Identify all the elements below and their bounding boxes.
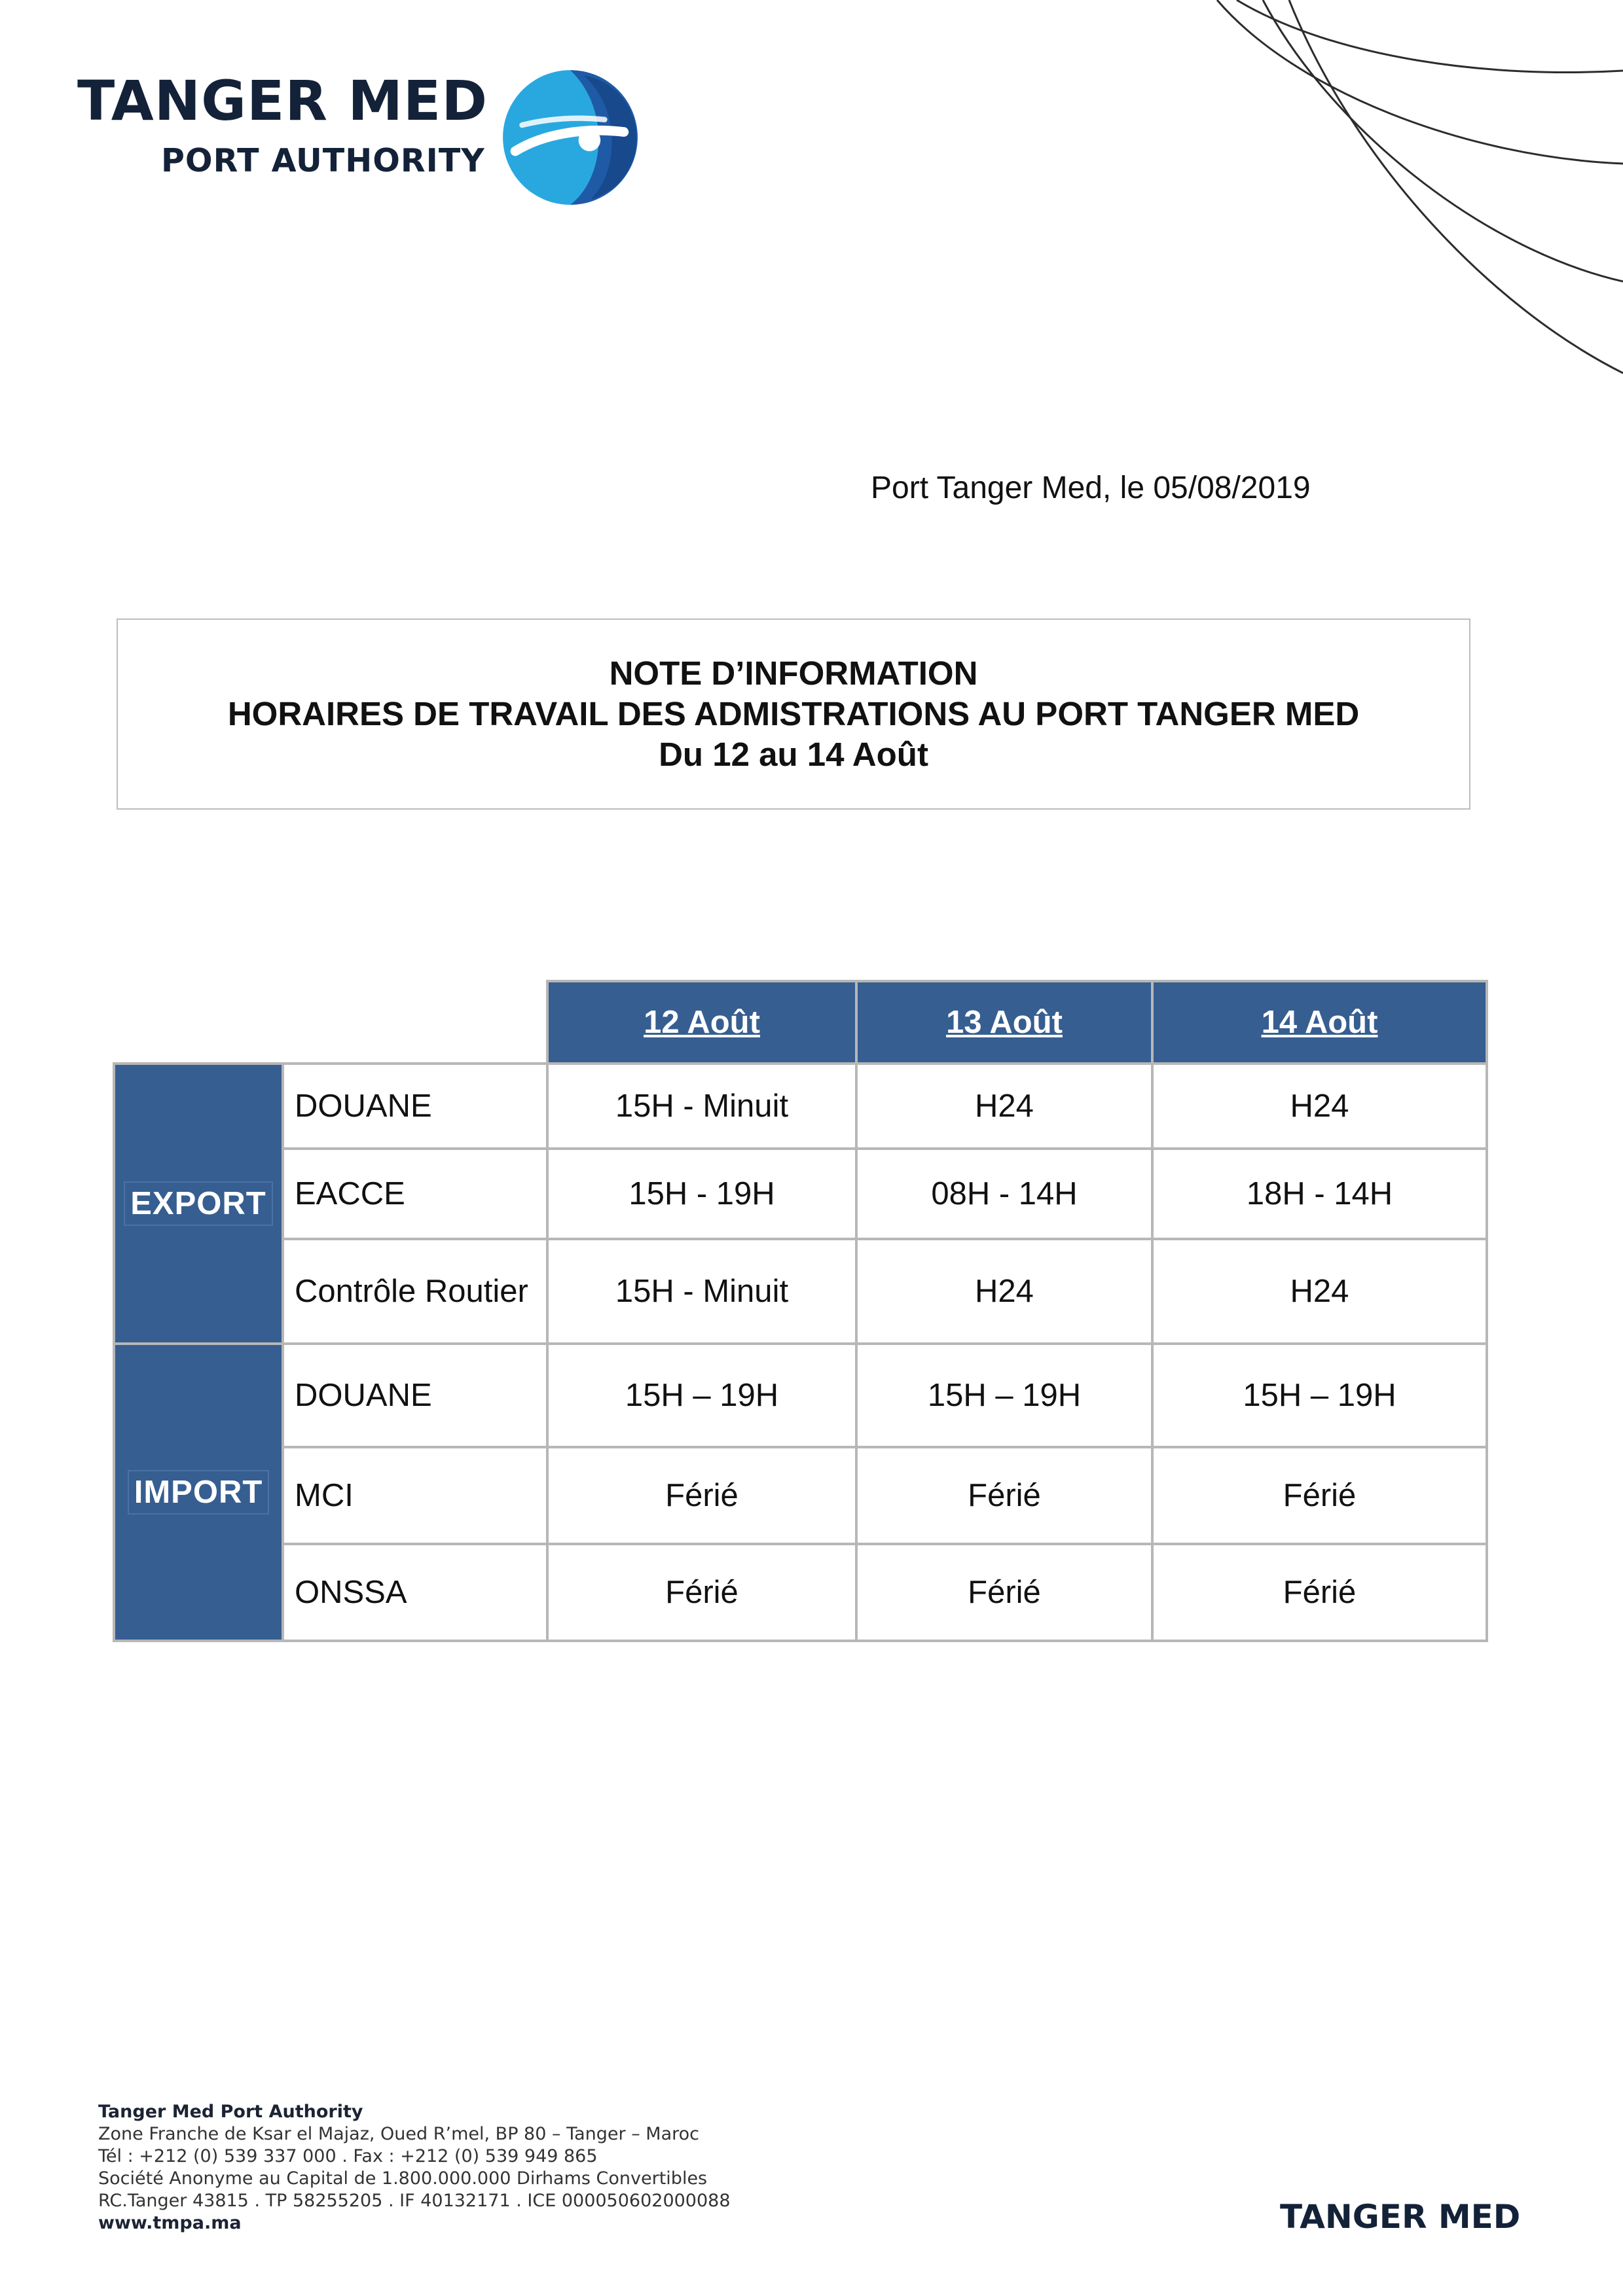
hours-cell: Férié xyxy=(856,1544,1152,1641)
table-row xyxy=(114,1239,1487,1344)
hours-cell: 15H - 19H xyxy=(547,1149,856,1239)
day-header: 14 Août xyxy=(1152,981,1487,1064)
hours-cell: Férié xyxy=(856,1447,1152,1544)
table-row xyxy=(114,1344,1487,1447)
footer-company-name: Tanger Med Port Authority xyxy=(98,2102,363,2122)
table-row xyxy=(114,1064,1487,1149)
note-subject: HORAIRES DE TRAVAIL DES ADMISTRATIONS AU PORT TANGER MED xyxy=(227,695,1360,732)
tanger-med-globe-icon xyxy=(501,69,639,206)
service-cell: DOUANE xyxy=(283,1344,547,1447)
footer-address: Zone Franche de Ksar el Majaz, Oued R’mel, BP 80 – Tanger – Maroc xyxy=(98,2124,699,2144)
schedule-table xyxy=(113,980,1488,1642)
service-cell: ONSSA xyxy=(283,1544,547,1641)
hours-cell: 15H – 19H xyxy=(856,1344,1152,1447)
service-cell: DOUANE xyxy=(283,1064,547,1149)
table-header-row xyxy=(114,981,1487,1064)
document-date: Port Tanger Med, le 05/08/2019 xyxy=(871,471,1311,505)
hours-cell: Férié xyxy=(547,1447,856,1544)
hours-cell: 15H - Minuit xyxy=(547,1239,856,1344)
footer-phone: Tél : +212 (0) 539 337 000 . Fax : +212 (0) 539 949 865 xyxy=(98,2146,598,2166)
note-title-box xyxy=(117,619,1470,810)
hours-cell: H24 xyxy=(856,1239,1152,1344)
hours-cell: H24 xyxy=(856,1064,1152,1149)
group-label-cell xyxy=(114,1064,283,1344)
footer-contact xyxy=(98,2101,731,2234)
note-period: Du 12 au 14 Août xyxy=(659,736,928,773)
hours-cell: H24 xyxy=(1152,1239,1487,1344)
footer-registry: RC.Tanger 43815 . TP 58255205 . IF 40132171 . ICE 000050602000088 xyxy=(98,2191,731,2211)
hours-cell: H24 xyxy=(1152,1064,1487,1149)
service-cell: EACCE xyxy=(283,1149,547,1239)
table-row xyxy=(114,1447,1487,1544)
note-title: NOTE D’INFORMATION xyxy=(609,655,978,692)
group-label-cell xyxy=(114,1344,283,1641)
decorative-arcs xyxy=(1191,0,1623,380)
day-header: 12 Août xyxy=(547,981,856,1064)
service-cell: Contrôle Routier xyxy=(283,1239,547,1344)
group-label: EXPORT xyxy=(124,1181,272,1226)
hours-cell: 08H - 14H xyxy=(856,1149,1152,1239)
tanger-med-logo xyxy=(77,69,640,206)
day-header: 13 Août xyxy=(856,981,1152,1064)
logo-subtitle: PORT AUTHORITY xyxy=(161,142,485,179)
group-label: IMPORT xyxy=(128,1470,270,1515)
hours-cell: Férié xyxy=(1152,1447,1487,1544)
hours-cell: Férié xyxy=(1152,1544,1487,1641)
footer-website-link[interactable]: www.tmpa.ma xyxy=(98,2213,242,2233)
logo-title: TANGER MED xyxy=(77,69,488,133)
hours-cell: 15H - Minuit xyxy=(547,1064,856,1149)
service-cell: MCI xyxy=(283,1447,547,1544)
table-row xyxy=(114,1149,1487,1239)
footer-legal: Société Anonyme au Capital de 1.800.000.000 Dirhams Convertibles xyxy=(98,2168,708,2189)
footer-logo: TANGER MED xyxy=(1280,2198,1521,2236)
hours-cell: Férié xyxy=(547,1544,856,1641)
header-blank-cell xyxy=(114,981,547,1064)
hours-cell: 18H - 14H xyxy=(1152,1149,1487,1239)
table-row xyxy=(114,1544,1487,1641)
hours-cell: 15H – 19H xyxy=(1152,1344,1487,1447)
hours-cell: 15H – 19H xyxy=(547,1344,856,1447)
